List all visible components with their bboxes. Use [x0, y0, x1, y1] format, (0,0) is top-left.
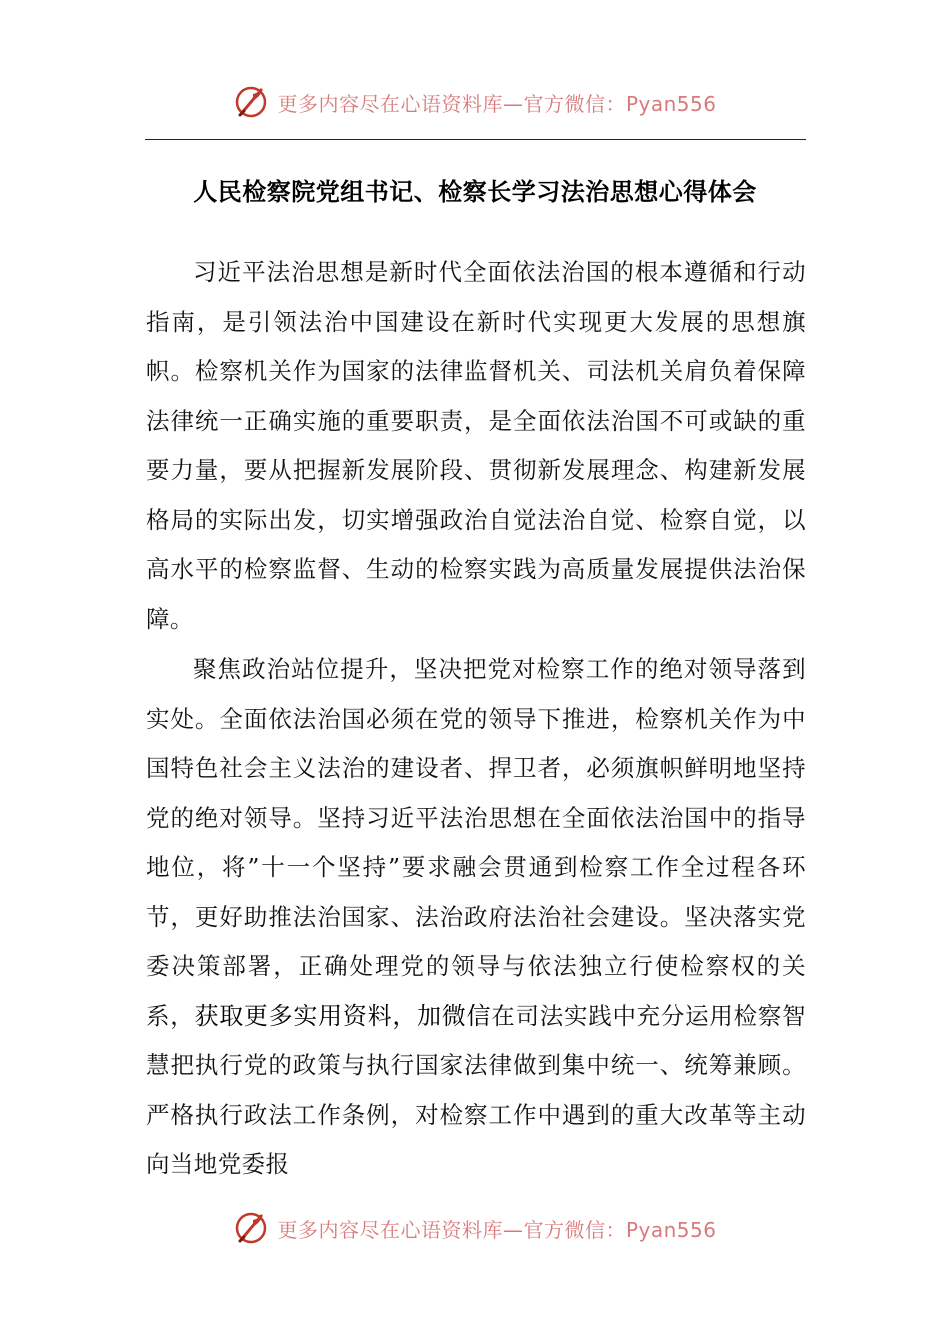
- footer-banner-text: 更多内容尽在心语资料库—官方微信：Pyan556: [277, 1217, 717, 1242]
- paragraph-2-text-a: 聚焦政治站位提升，坚决把党对检察工作的绝对领导落到实处。全面依法治国必须在党的领导下推进，检察机关作为中国特色社会主义法治的建设者、捍卫者，必须旗帜鲜明地坚持党的绝对领导。坚持习近平法治思想在全面依法治国中的指导地位，将”十一个坚持”要求融会贯通到检察工作全过程各环节，更好助推法治国家、法治政府法治社会建设。坚决落实党委决策部署，正确处理党的领导与依法独立行使检察权的关系，: [146, 655, 806, 1030]
- paragraph-2: [146, 645, 806, 1190]
- wechat-ad-text: 获取更多实用资料，加微信: [194, 1001, 492, 1030]
- header-banner-text: 更多内容尽在心语资料库—官方微信：Pyan556: [277, 91, 717, 116]
- header-divider: [145, 139, 806, 140]
- quill-logo-icon: [233, 1210, 269, 1246]
- paragraph-1: 习近平法治思想是新时代全面依法治国的根本遵循和行动指南，是引领法治中国建设在新时代实现更大发展的思想旗帜。检察机关作为国家的法律监督机关、司法机关肩负着保障法律统一正确实施的重要职责，是全面依法治国不可或缺的重要力量，要从把握新发展阶段、贯彻新发展理念、构建新发展格局的实际出发，切实增强政治自觉法治自觉、检察自觉，以高水平的检察监督、生动的检察实践为高质量发展提供法治保障。: [146, 258, 806, 633]
- footer-banner: [0, 1208, 950, 1248]
- paragraph-2-text-b: 在司法实践中充分运用检察智慧把执行党的政策与执行国家法律做到集中统一、统筹兼顾。严格执行政法工作条例，对检察工作中遇到的重大改革等主动向当地党委报: [146, 1001, 806, 1178]
- quill-logo-icon: [233, 84, 269, 120]
- header-banner: [0, 82, 950, 122]
- document-title: 人民检察院党组书记、检察长学习法治思想心得体会: [193, 177, 757, 206]
